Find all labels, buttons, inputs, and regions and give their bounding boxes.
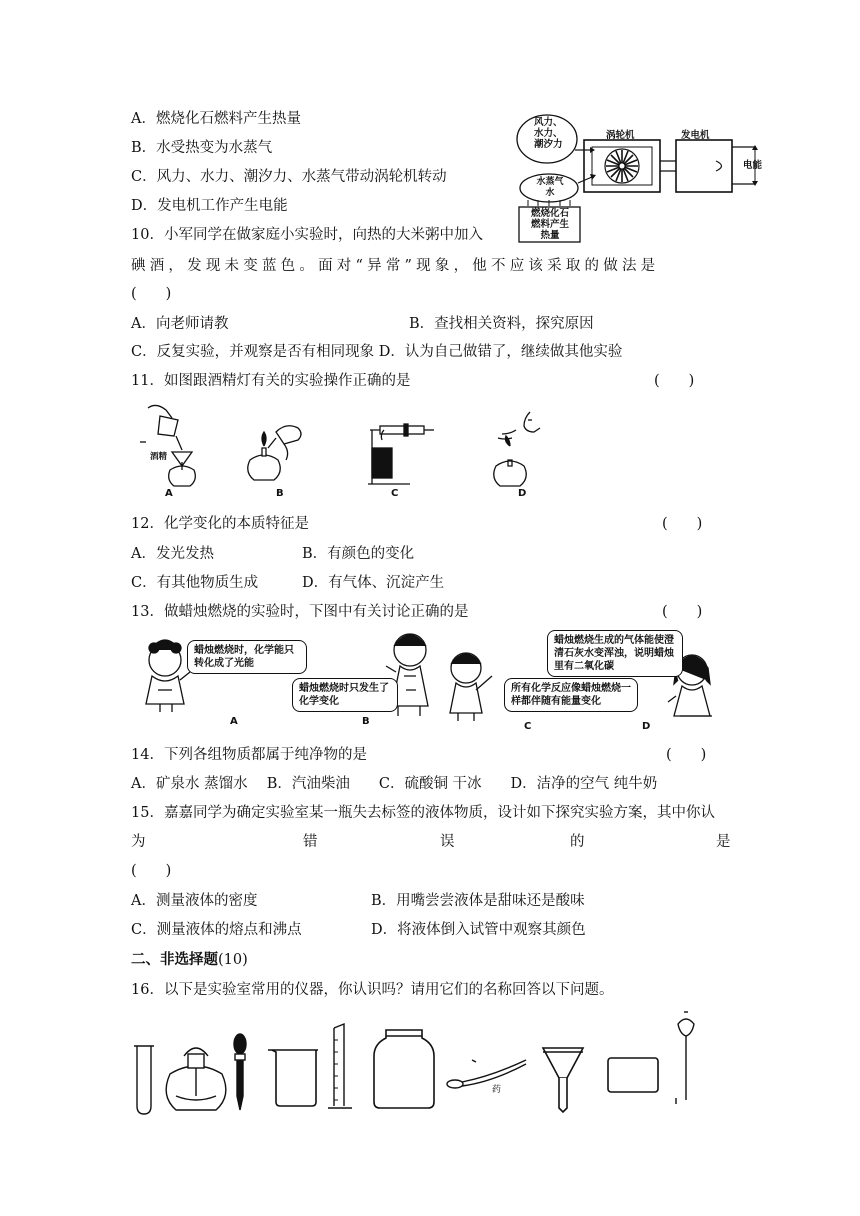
speech-bubble-b: 蜡烛燃烧时只发生了化学变化 — [292, 678, 398, 712]
fig11-label-a: A — [165, 488, 173, 499]
turbine-label: 涡轮机 — [606, 130, 635, 141]
graduated-cylinder-icon — [328, 1024, 352, 1108]
q15-option-b: B．用嘴尝尝液体是甜味还是酸味 — [371, 893, 585, 909]
fuel-box-line: 燃烧化石 — [530, 208, 569, 219]
q10-stem-line-2: 碘 酒 ， 发 现 未 变 蓝 色 。 面 对 “ 异 常 ” 现 象 ， 他 不 应 该 采 取 的 做 法 是 — [131, 258, 655, 274]
q15-option-d: D．将液体倒入试管中观察其颜色 — [371, 922, 586, 938]
q14-answer-paren: ( ) — [666, 747, 707, 763]
q13-stem: 13．做蜡烛燃烧的实验时，下图中有关讨论正确的是 — [131, 604, 469, 620]
q15-option-a: A．测量液体的密度 — [131, 893, 258, 909]
q12-option-d: D．有气体、沉淀产生 — [302, 575, 445, 591]
q15-stem: 15．嘉嘉同学为确定实验室某一瓶失去标签的液体物质，设计如下探究实验方案，其中你认 — [131, 805, 715, 821]
cloud-top-line: 潮汐力 — [534, 139, 563, 150]
q10-option-a: A．向老师请教 — [131, 316, 229, 332]
dropper-icon — [234, 1034, 246, 1110]
cloud-bottom-line: 水 — [545, 188, 555, 198]
q12-stem: 12．化学变化的本质特征是 — [131, 516, 309, 532]
q15-stem-word-1: 为 — [131, 834, 146, 850]
q10-options-cd: C．反复实验，并观察是否有相同现象 D．认为自己做错了，继续做其他实验 — [131, 344, 623, 360]
cloud-top-line: 风力、 — [534, 117, 563, 128]
q10-stem-line-1: 10．小军同学在做家庭小实验时，向热的大米粥中加入 — [131, 227, 483, 243]
speech-bubble-a: 蜡烛燃烧时，化学能只转化成了光能 — [187, 640, 307, 674]
generator-label: 发电机 — [681, 130, 710, 141]
q12-option-c: C．有其他物质生成 — [131, 575, 259, 591]
q10-answer-paren: ( ) — [131, 286, 172, 302]
cloud-bottom-line: 水蒸气 — [536, 177, 564, 187]
q12-option-b: B．有颜色的变化 — [302, 546, 415, 562]
cloud-top-line: 水力、 — [534, 128, 563, 139]
q15-option-c: C．测量液体的熔点和沸点 — [131, 922, 302, 938]
q11-answer-paren: ( ) — [654, 373, 695, 389]
q12-option-a: A．发光发热 — [131, 546, 214, 562]
speech-bubble-c: 所有化学反应像蜡烛燃烧一样都伴随有能量变化 — [504, 678, 638, 712]
test-tube-icon — [134, 1046, 154, 1114]
electric-energy-label: 电能 — [743, 160, 763, 171]
fig11-label-c: C — [391, 488, 399, 499]
q10-option-b: B．查找相关资料，探究原因 — [409, 316, 594, 332]
spoon-label: 药 — [492, 1085, 502, 1095]
section2-points: (10) — [218, 952, 248, 968]
fig13-label-d: D — [642, 721, 651, 732]
beaker-icon — [268, 1050, 318, 1106]
q9-option-d: D．发电机工作产生电能 — [131, 198, 288, 214]
alcohol-label: 酒精 — [150, 452, 168, 462]
q15-stem-word-5: 是 — [716, 834, 731, 850]
fig13-label-a: A — [230, 716, 238, 727]
section2-title: 二、非选择题 — [131, 951, 218, 968]
medicine-spoon-icon — [447, 1060, 526, 1088]
q9-option-c: C．风力、水力、潮汐力、水蒸气带动涡轮机转动 — [131, 169, 447, 185]
q14-options: A．矿泉水 蒸馏水 B．汽油柴油 C．硫酸铜 干冰 D．洁净的空气 纯牛奶 — [131, 776, 658, 792]
fuel-box-line: 热量 — [540, 230, 560, 241]
q15-answer-paren: ( ) — [131, 863, 172, 879]
q9-option-a: A．燃烧化石燃料产生热量 — [131, 111, 301, 127]
q12-answer-paren: ( ) — [662, 516, 703, 532]
q9-option-b: B．水受热变为水蒸气 — [131, 140, 273, 156]
alcohol-lamp-icon — [166, 1048, 226, 1110]
fig11-label-b: B — [276, 488, 284, 499]
q15-stem-word-2: 错 — [303, 834, 318, 850]
q13-answer-paren: ( ) — [662, 604, 703, 620]
gas-jar-icon — [374, 1030, 434, 1108]
trough-icon — [608, 1058, 658, 1092]
q14-stem: 14．下列各组物质都属于纯净物的是 — [131, 747, 367, 763]
fig11-label-d: D — [518, 488, 527, 499]
fuel-box-line: 燃料产生 — [530, 219, 569, 230]
fig13-label-c: C — [524, 721, 532, 732]
speech-bubble-d: 蜡烛燃烧生成的气体能使澄清石灰水变浑浊，说明蜡烛里有二氧化碳 — [547, 630, 683, 677]
q15-stem-word-3: 误 — [440, 834, 455, 850]
fig13-label-b: B — [362, 716, 370, 727]
funnel-icon — [543, 1048, 583, 1112]
q11-stem: 11．如图跟酒精灯有关的实验操作正确的是 — [131, 373, 411, 389]
q15-stem-word-4: 的 — [570, 834, 585, 850]
glass-rod-icon — [676, 1012, 694, 1104]
q16-stem: 16．以下是实验室常用的仪器，你认识吗？请用它们的名称回答以下问题。 — [131, 982, 614, 998]
